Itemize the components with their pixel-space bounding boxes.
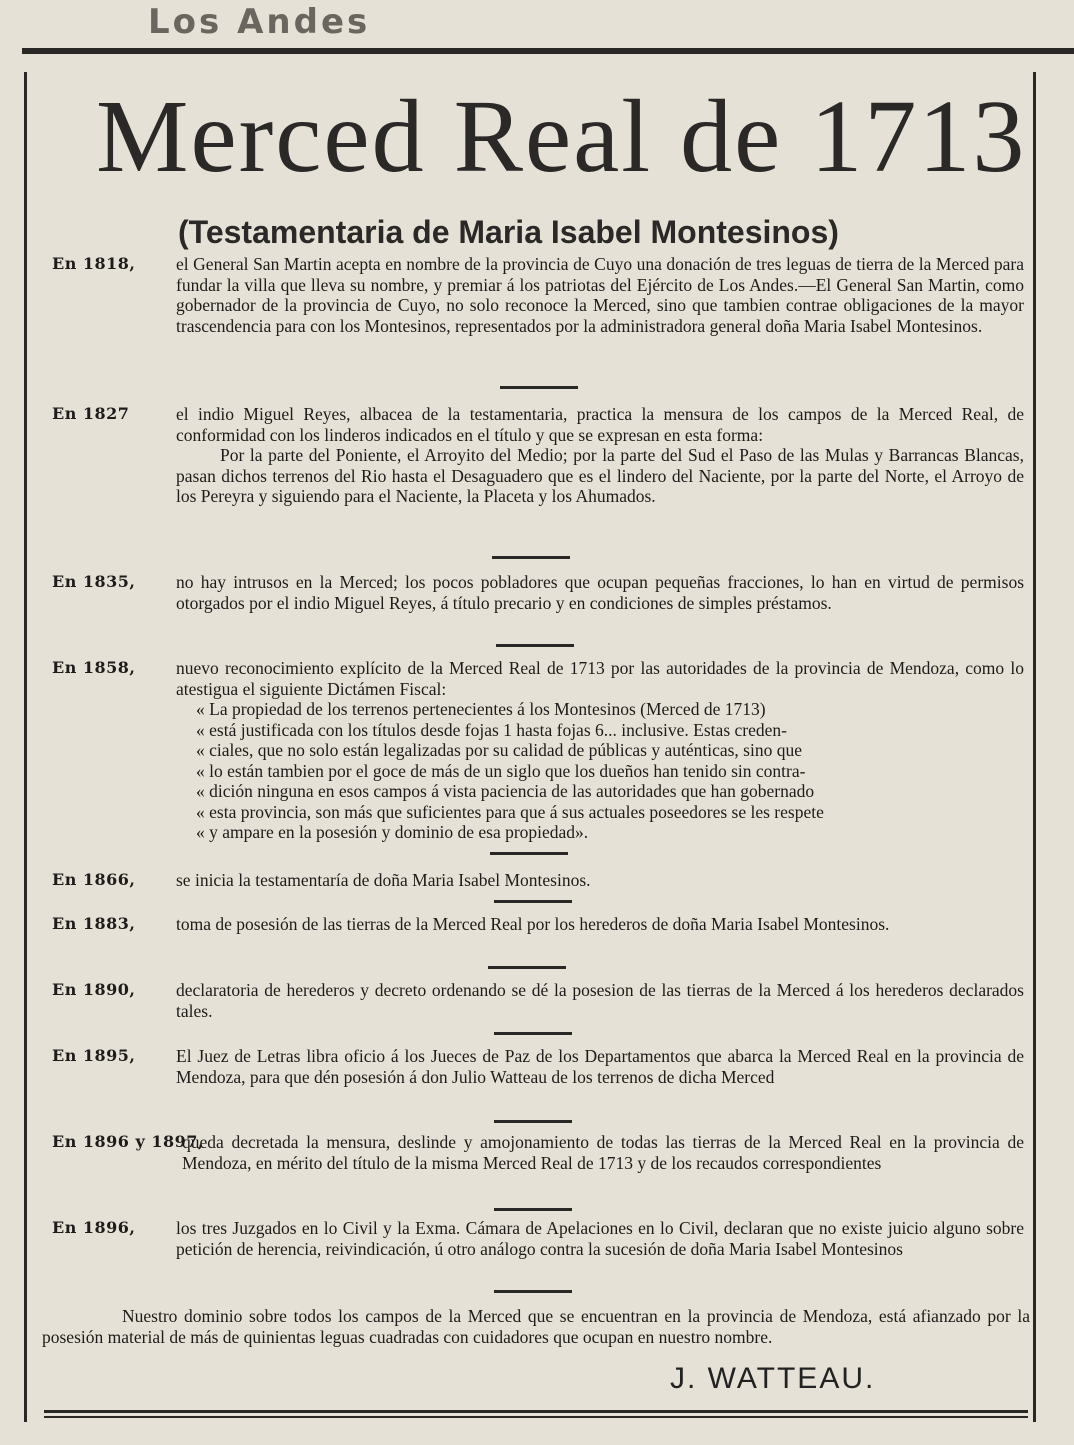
entry-year: En 1866, [52,870,136,889]
entry-1818 [52,254,1024,336]
separator [494,1290,572,1293]
separator [488,966,566,969]
entry-text: nuevo reconocimiento explícito de la Merced Real de 1713 por las autoridades de la provincia de Mendoza, como lo atestigua el siguiente Dictámen Fiscal: [176,658,1024,699]
entry-1895 [52,1046,1024,1087]
entry-text: el indio Miguel Reyes, albacea de la testamentaria, practica la mensura de los campos de la Merced Real, de conformidad con los linderos indicados en el título y que se expresan en esta forma: [176,404,1024,445]
separator [494,1208,572,1211]
quote-line: « y ampare en la posesión y dominio de esa propiedad». [196,822,589,842]
separator [490,852,568,855]
separator [494,1032,572,1035]
entry-year: En 1858, [52,658,136,677]
entry-detail: Por la parte del Poniente, el Arroyito del Medio; por la parte del Sud el Paso de las Mulas y Barrancas Blancas, pasan dichos terrenos del Rio hasta el Desaguadero que es el lindero del Naciente, por la parte del Norte, el Arroyo de los Pereyra y siguiendo para el Naciente, la Placeta y los Ahumados. [176,445,1024,506]
top-rule [22,48,1074,54]
separator [492,556,570,559]
entry-text: se inicia la testamentaría de doña Maria Isabel Montesinos. [176,870,591,890]
entry-1858 [52,658,1024,843]
quote-line: « La propiedad de los terrenos pertenecientes á los Montesinos (Merced de 1713) [196,699,766,719]
quote-line: « está justificada con los títulos desde fojas 1 hasta fojas 6... inclusive. Estas creden- [196,719,787,740]
entry-text: declaratoria de herederos y decreto ordenando se dé la posesion de las tierras de la Merced á los herederos declarados tales. [176,980,1024,1021]
page-subtitle: (Testamentaria de Maria Isabel Montesinos) [178,214,839,250]
signature: J. WATTEAU. [670,1362,876,1395]
masthead: Los Andes [148,2,371,42]
entry-1890 [52,980,1024,1021]
separator [500,386,578,389]
entry-year: En 1895, [52,1046,136,1065]
entry-year: En 1890, [52,980,136,999]
entry-year: En 1896, [52,1218,136,1237]
entry-text: El Juez de Letras libra oficio á los Jueces de Paz de los Departamentos que abarca la Merced Real en la provincia de Mendoza, para que dén posesión á don Julio Watteau de los terrenos de dicha Merced [176,1046,1024,1087]
fiscal-quote [176,699,1024,843]
quote-line: « dición ninguna en esos campos á vista paciencia de las autoridades que han gobernado [196,781,815,801]
entry-text: no hay intrusos en la Merced; los pocos pobladores que ocupan pequeñas fracciones, lo han en virtud de permisos otorgados por el indio Miguel Reyes, á título precario y en condiciones de simples préstamos. [176,572,1024,613]
entry-1883 [52,914,1024,935]
bottom-rule [44,1416,1028,1418]
separator [494,900,572,903]
entry-year: En 1835, [52,572,136,591]
entry-year: En 1827 [52,404,130,423]
separator [496,644,574,647]
entry-year: En 1883, [52,914,136,933]
bottom-rule [44,1410,1028,1413]
entry-year: En 1896 y 1897, [52,1132,204,1151]
entry-text: toma de posesión de las tierras de la Merced Real por los herederos de doña Maria Isabel Montesinos. [176,914,890,934]
separator [494,1120,572,1123]
entry-1835 [52,572,1024,613]
entry-1896-1897 [52,1132,1024,1173]
entry-year: En 1818, [52,254,136,273]
page-title: Merced Real de 1713 [96,79,1027,194]
entry-text: queda decretada la mensura, deslinde y amojonamiento de todas las tierras de la Merced Real en la provincia de Mendoza, en mérito del título de la misma Merced Real de 1713 y de los recaudos correspondientes [182,1132,1024,1173]
entry-1866 [52,870,1024,891]
quote-line: « lo están tambien por el goce de más de un siglo que los dueños han tenido sin contra- [196,760,806,781]
entry-text: los tres Juzgados en lo Civil y la Exma. Cámara de Apelaciones en lo Civil, declaran que no existe juicio alguno sobre petición de herencia, reivindicación, ú otro análogo contra la sucesión de doña Maria Isabel Montesinos [176,1218,1024,1259]
quote-line: « ciales, que no solo están legalizadas por su calidad de públicas y auténticas, sino que [196,740,802,760]
quote-line: « esta provincia, son más que suficientes para que á sus actuales poseedores se les respete [196,801,824,822]
closing-paragraph: Nuestro dominio sobre todos los campos de la Merced que se encuentran en la provincia de Mendoza, está afianzado por la posesión material de más de quinientas leguas cuadradas con cuidadores que ocupan en nuestro nombre. [42,1306,1030,1347]
entry-1896 [52,1218,1024,1259]
entry-text: el General San Martin acepta en nombre de la provincia de Cuyo una donación de tres leguas de tierra de la Merced para fundar la villa que lleva su nombre, y premiar á los patriotas del Ejército de Los Andes.—El General San Martin, como gobernador de la provincia de Cuyo, no solo reconoce la Merced, sino que tambien contrae obligaciones de la mayor trascendencia para con los Montesinos, representados por la administradora general doña Maria Isabel Montesinos. [176,254,1024,336]
entry-1827 [52,404,1024,507]
